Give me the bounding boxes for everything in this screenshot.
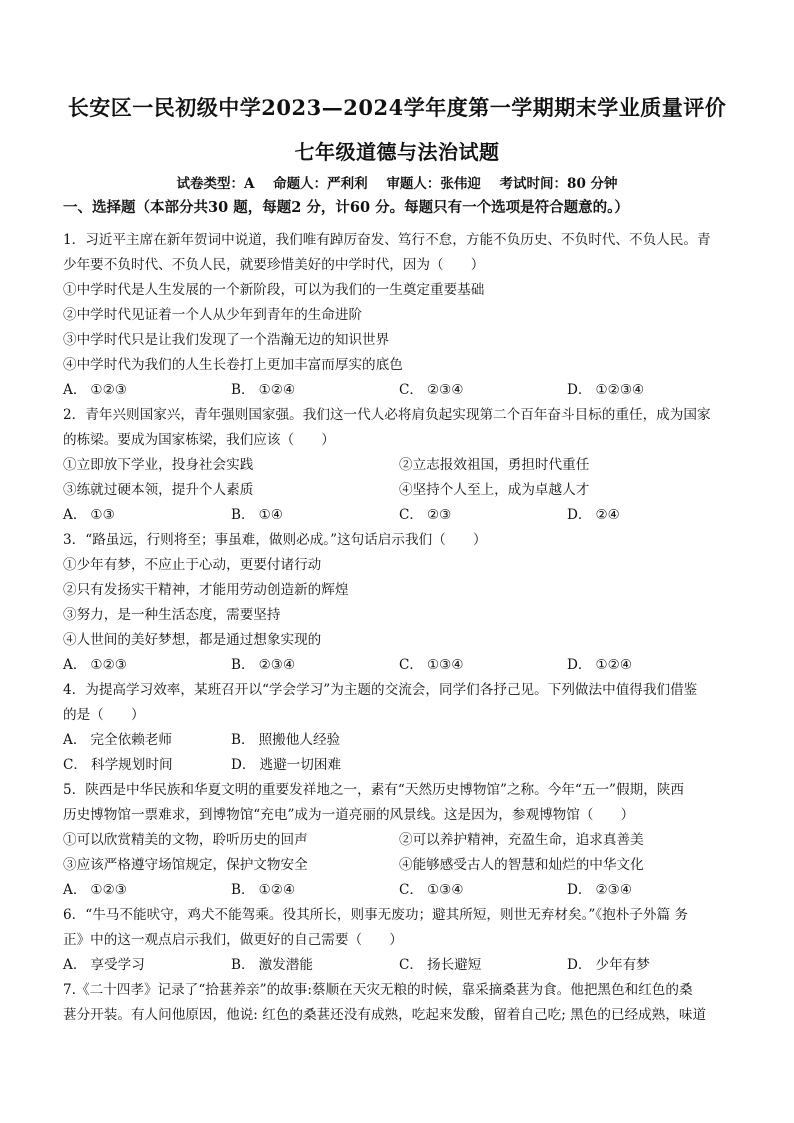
reviewer: 审题人：张伟迎 (386, 176, 481, 192)
q1-item: ①中学时代是人生发展的一个新阶段，可以为我们的一生奠定重要基础 (63, 282, 485, 298)
exam-time: 考试时间：80 分钟 (499, 176, 618, 192)
exam-meta (0, 172, 794, 192)
q3-item: ②只有发扬实干精神，才能用劳动创造新的辉煌 (63, 582, 349, 598)
q1-option-d[interactable]: D． ①②③④ (567, 382, 645, 398)
q6-option-c[interactable]: C． 扬长避短 (399, 957, 482, 973)
q5-stem-line: 5．陕西是中华民族和华夏文明的重要发祥地之一，素有“天然历史博物馆”之称。今年“五一”假期，陕西 (63, 782, 684, 798)
q3-option-d[interactable]: D． ①②④ (567, 657, 633, 673)
q2-item: ③练就过硬本领，提升个人素质 (63, 482, 254, 498)
q2-option-a[interactable]: A． ①③ (63, 507, 115, 523)
paper-type: 试卷类型：A (176, 176, 255, 192)
q6-stem-line: 6．“牛马不能吠守，鸡犬不能驾乘。役其所长，则事无废功；避其所短，则世无弃材矣。”《抱朴子外篇 务 (63, 907, 688, 923)
q5-option-a[interactable]: A． ①②③ (63, 882, 127, 898)
q2-item: ④坚持个人至上，成为卓越人才 (399, 482, 590, 498)
q5-option-c[interactable]: C． ①③④ (399, 882, 464, 898)
q6-option-d[interactable]: D． 少年有梦 (567, 957, 650, 973)
q2-option-c[interactable]: C． ②③ (399, 507, 452, 523)
q5-option-b[interactable]: B． ①②④ (231, 882, 296, 898)
q4-stem-line: 4．为提高学习效率，某班召开以“学会学习”为主题的交流会，同学们各抒己见。下列做法中值得我们借鉴 (63, 682, 698, 698)
q2-item: ②立志报效祖国，勇担时代重任 (399, 457, 590, 473)
q4-option-d[interactable]: D． 逃避一切困难 (231, 757, 342, 773)
exam-title: 长安区一民初级中学2023—2024学年度第一学期期末学业质量评价 (67, 95, 727, 120)
author: 命题人：严利利 (273, 176, 368, 192)
q3-item: ④人世间的美好梦想，都是通过想象实现的 (63, 632, 322, 648)
exam-subtitle: 七年级道德与法治试题 (294, 140, 500, 164)
section-title: 一、选择题（本部分共30 题，每题2 分，计60 分。每题只有一个选项是符合题意的。） (63, 199, 629, 216)
q5-item: ④能够感受古人的智慧和灿烂的中华文化 (399, 857, 644, 873)
q3-option-b[interactable]: B． ②③④ (231, 657, 296, 673)
q1-option-c[interactable]: C． ②③④ (399, 382, 464, 398)
q4-option-a[interactable]: A． 完全依赖老师 (63, 732, 172, 748)
q4-option-b[interactable]: B． 照搬他人经验 (231, 732, 341, 748)
q4-stem-line: 的是（ ） (63, 707, 145, 723)
q6-stem-line: 正》中的这一观点启示我们，做更好的自己需要（ ） (63, 932, 403, 948)
q3-option-c[interactable]: C． ①③④ (399, 657, 464, 673)
q1-item: ③中学时代只是让我们发现了一个浩瀚无边的知识世界 (63, 332, 390, 348)
q3-item: ①少年有梦，不应止于心动，更要付诸行动 (63, 557, 322, 573)
q2-item: ①立即放下学业，投身社会实践 (63, 457, 254, 473)
q5-option-d[interactable]: D． ②③④ (567, 882, 633, 898)
q5-item: ①可以欣赏精美的文物，聆听历史的回声 (63, 832, 308, 848)
q5-stem-line: 历史博物馆一票难求，到博物馆“充电”成为一道亮丽的风景线。这是因为，参观博物馆（ ） (63, 807, 635, 823)
q1-item: ②中学时代见证着一个人从少年到青年的生命进阶 (63, 307, 363, 323)
q3-option-a[interactable]: A． ①②③ (63, 657, 127, 673)
q7-stem-line: 7.《二十四孝》记录了“拾葚养亲”的故事:蔡顺在天灾无粮的时候，靠采摘桑葚为食。他把黑色和红色的桑 (63, 982, 693, 998)
q3-item: ③努力，是一种生活态度，需要坚持 (63, 607, 281, 623)
q5-item: ②可以养护精神，充盈生命，追求真善美 (399, 832, 644, 848)
q3-stem-line: 3．“路虽远，行则将至；事虽难，做则必成。”这句话启示我们（ ） (63, 532, 487, 548)
q6-option-a[interactable]: A． 享受学习 (63, 957, 145, 973)
q5-item: ③应该严格遵守场馆规定，保护文物安全 (63, 857, 308, 873)
q1-stem-line: 少年要不负时代、不负人民，就要珍惜美好的中学时代，因为（ ） (63, 257, 485, 273)
q2-stem-line: 2．青年兴则国家兴，青年强则国家强。我们这一代人必将肩负起实现第二个百年奋斗目标的重任，成为国家 (63, 407, 711, 423)
q1-item: ④中学时代为我们的人生长卷打上更加丰富而厚实的底色 (63, 357, 403, 373)
q2-option-d[interactable]: D． ②④ (567, 507, 620, 523)
q1-option-a[interactable]: A． ①②③ (63, 382, 127, 398)
q1-stem-line: 1．习近平主席在新年贺词中说道，我们唯有踔厉奋发、笃行不怠，方能不负历史、不负时代、不负人民。青 (63, 232, 711, 248)
q7-stem-line: 葚分开装。有人问他原因，他说: 红色的桑葚还没有成熟，吃起来发酸，留着自己吃; 黑色的已经成熟，味道 (63, 1007, 707, 1023)
q2-stem-line: 的栋梁。要成为国家栋梁，我们应该（ ） (63, 432, 335, 448)
q1-option-b[interactable]: B． ①②④ (231, 382, 296, 398)
q4-option-c[interactable]: C． 科学规划时间 (63, 757, 173, 773)
q2-option-b[interactable]: B． ①④ (231, 507, 283, 523)
q6-option-b[interactable]: B． 激发潜能 (231, 957, 313, 973)
